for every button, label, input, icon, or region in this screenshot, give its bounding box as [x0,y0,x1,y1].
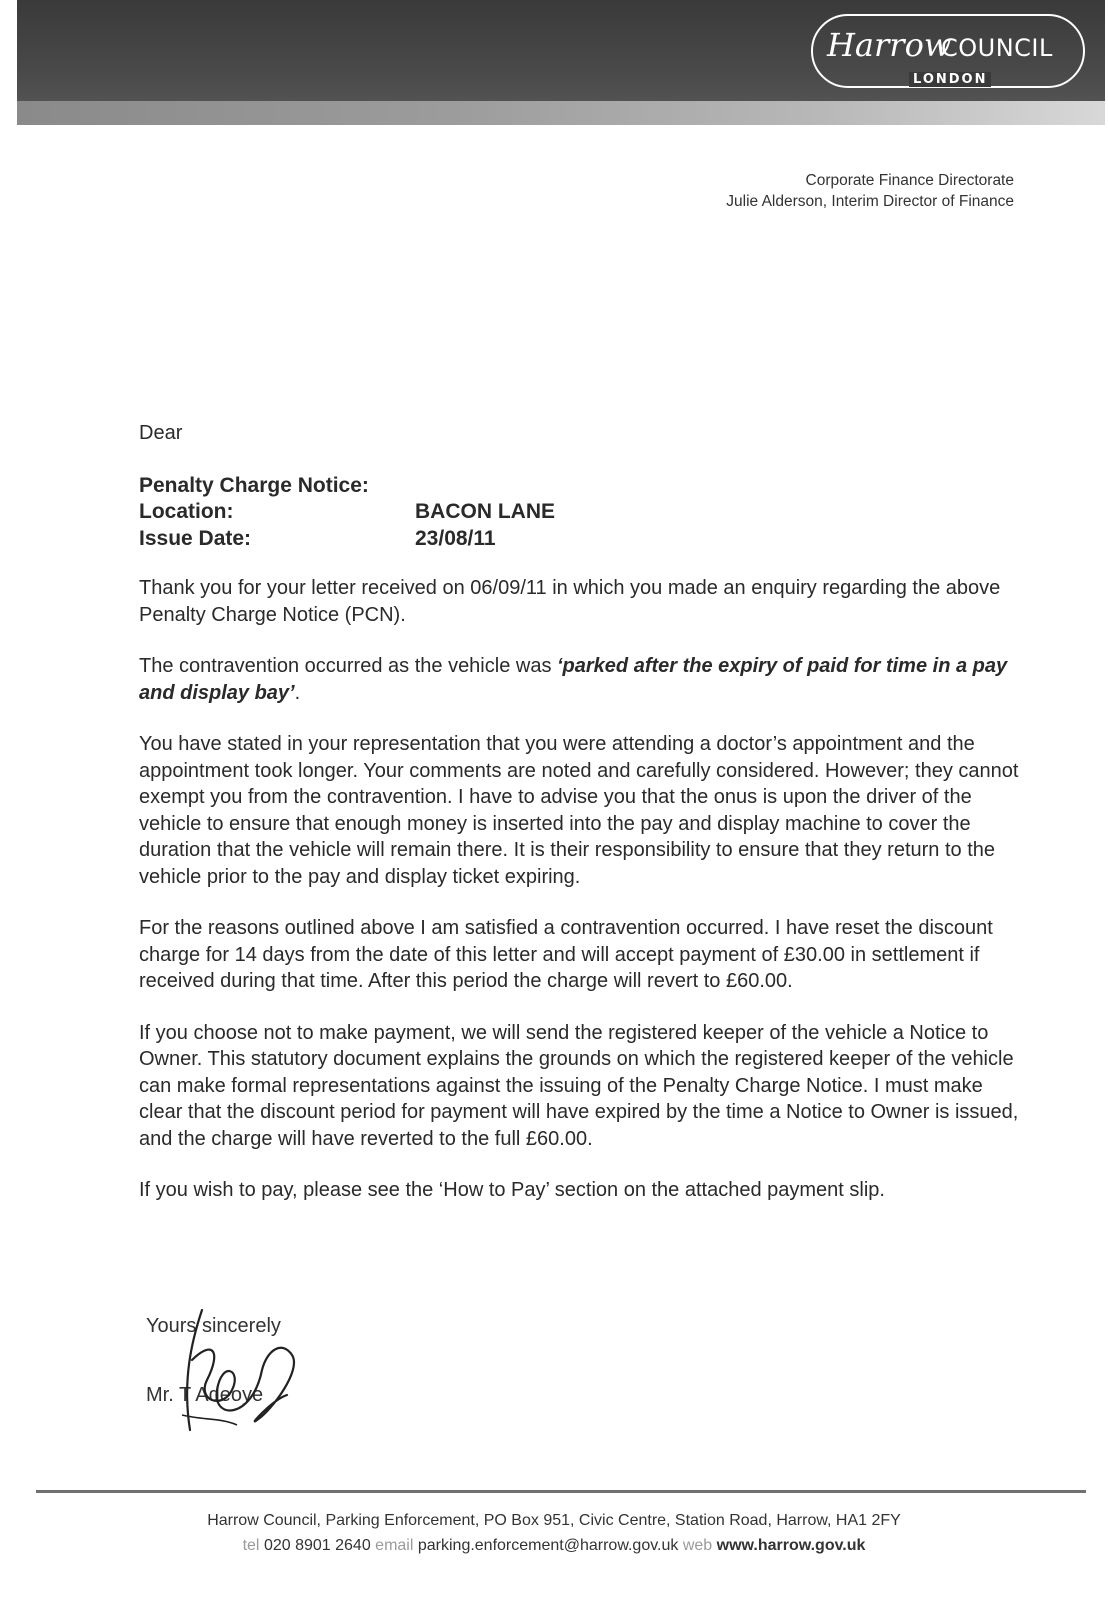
issue-date-label: Issue Date: [139,526,252,550]
paragraph-how-to-pay: If you wish to pay, please see the ‘How to Pay’ section on the attached payment slip. [139,1179,885,1201]
paragraph-notice-to-owner: If you choose not to make payment, we will send the registered keeper of the vehicle a Notice to Owner. This statutory document explains the grounds on which the registered keeper of the vehicle can make formal representations against the issuing of the Penalty Charge Notice. I must make clear that the discount period for payment will have expired by the time a Notice to Owner is issued, and the charge will have reverted to the full £60.00. [139,1021,1019,1150]
location-label: Location: [139,500,234,523]
handwritten-signature [162,1300,312,1470]
web-label: web [682,1537,713,1554]
sign-off: Yours sincerely [146,1315,281,1337]
contravention-prefix: The contravention occurred as the vehicle was [139,655,557,677]
issue-date-value: 23/08/11 [415,526,496,550]
tel-label: tel [242,1537,260,1554]
ref-row-issue-date [139,526,1019,553]
letter-body [139,420,1019,1229]
paragraph-contravention [139,653,1019,706]
pcn-reference [139,473,1019,553]
logo-script-harrow: Harrow [827,26,952,64]
pcn-label: Penalty Charge Notice: [139,473,369,497]
contravention-suffix: . [294,681,301,704]
email-label: email [375,1537,414,1554]
footer-address: Harrow Council, Parking Enforcement, PO Box 951, Civic Centre, Station Road, Harrow, HA1 2FY [207,1512,901,1529]
paragraph-representation: You have stated in your representation that you were attending a doctor’s appointment and the appointment took longer. Your comments are noted and carefully considered. However; they cannot exempt you from the contravention. I have to advise you that the onus is upon the driver of the vehicle to ensure that enough money is inserted into the pay and display machine to cover the duration that the vehicle will remain there. It is their responsibility to ensure that they return to the vehicle prior to the pay and display ticket expiring. [139,733,1019,888]
directorate-name: Corporate Finance Directorate [805,172,1014,189]
footer-tel: 020 8901 2640 [263,1537,371,1554]
directorate-block [726,170,1014,212]
ref-row-location [139,499,1019,526]
footer [0,1508,1108,1558]
footer-contact [0,1533,1108,1558]
logo-council: COUNCIL [941,34,1053,62]
contravention-description: ‘parked after the expiry of paid for time in a pay and display bay’ [139,655,1008,704]
location-value: BACON LANE [415,500,555,523]
salutation: Dear [139,422,183,444]
director-name: Julie Alderson, Interim Director of Finance [726,193,1014,210]
logo-london: LONDON [909,72,991,87]
paragraph-enquiry: Thank you for your letter received on 06/09/11 in which you made an enquiry regarding the above Penalty Charge Notice (PCN). [139,577,1001,626]
signatory-name: Mr. T Adeoye [146,1384,264,1406]
footer-web: www.harrow.gov.uk [716,1537,866,1554]
ref-row-pcn [139,473,1019,500]
footer-rule [36,1490,1086,1493]
paragraph-discount: For the reasons outlined above I am satisfied a contravention occurred. I have reset the discount charge for 14 days from the date of this letter and will accept payment of £30.00 in settlement if received during that time. After this period the charge will revert to £60.00. [139,917,993,992]
header-band [17,0,1105,125]
footer-email: parking.enforcement@harrow.gov.uk [417,1537,679,1554]
harrow-council-logo [811,14,1085,88]
